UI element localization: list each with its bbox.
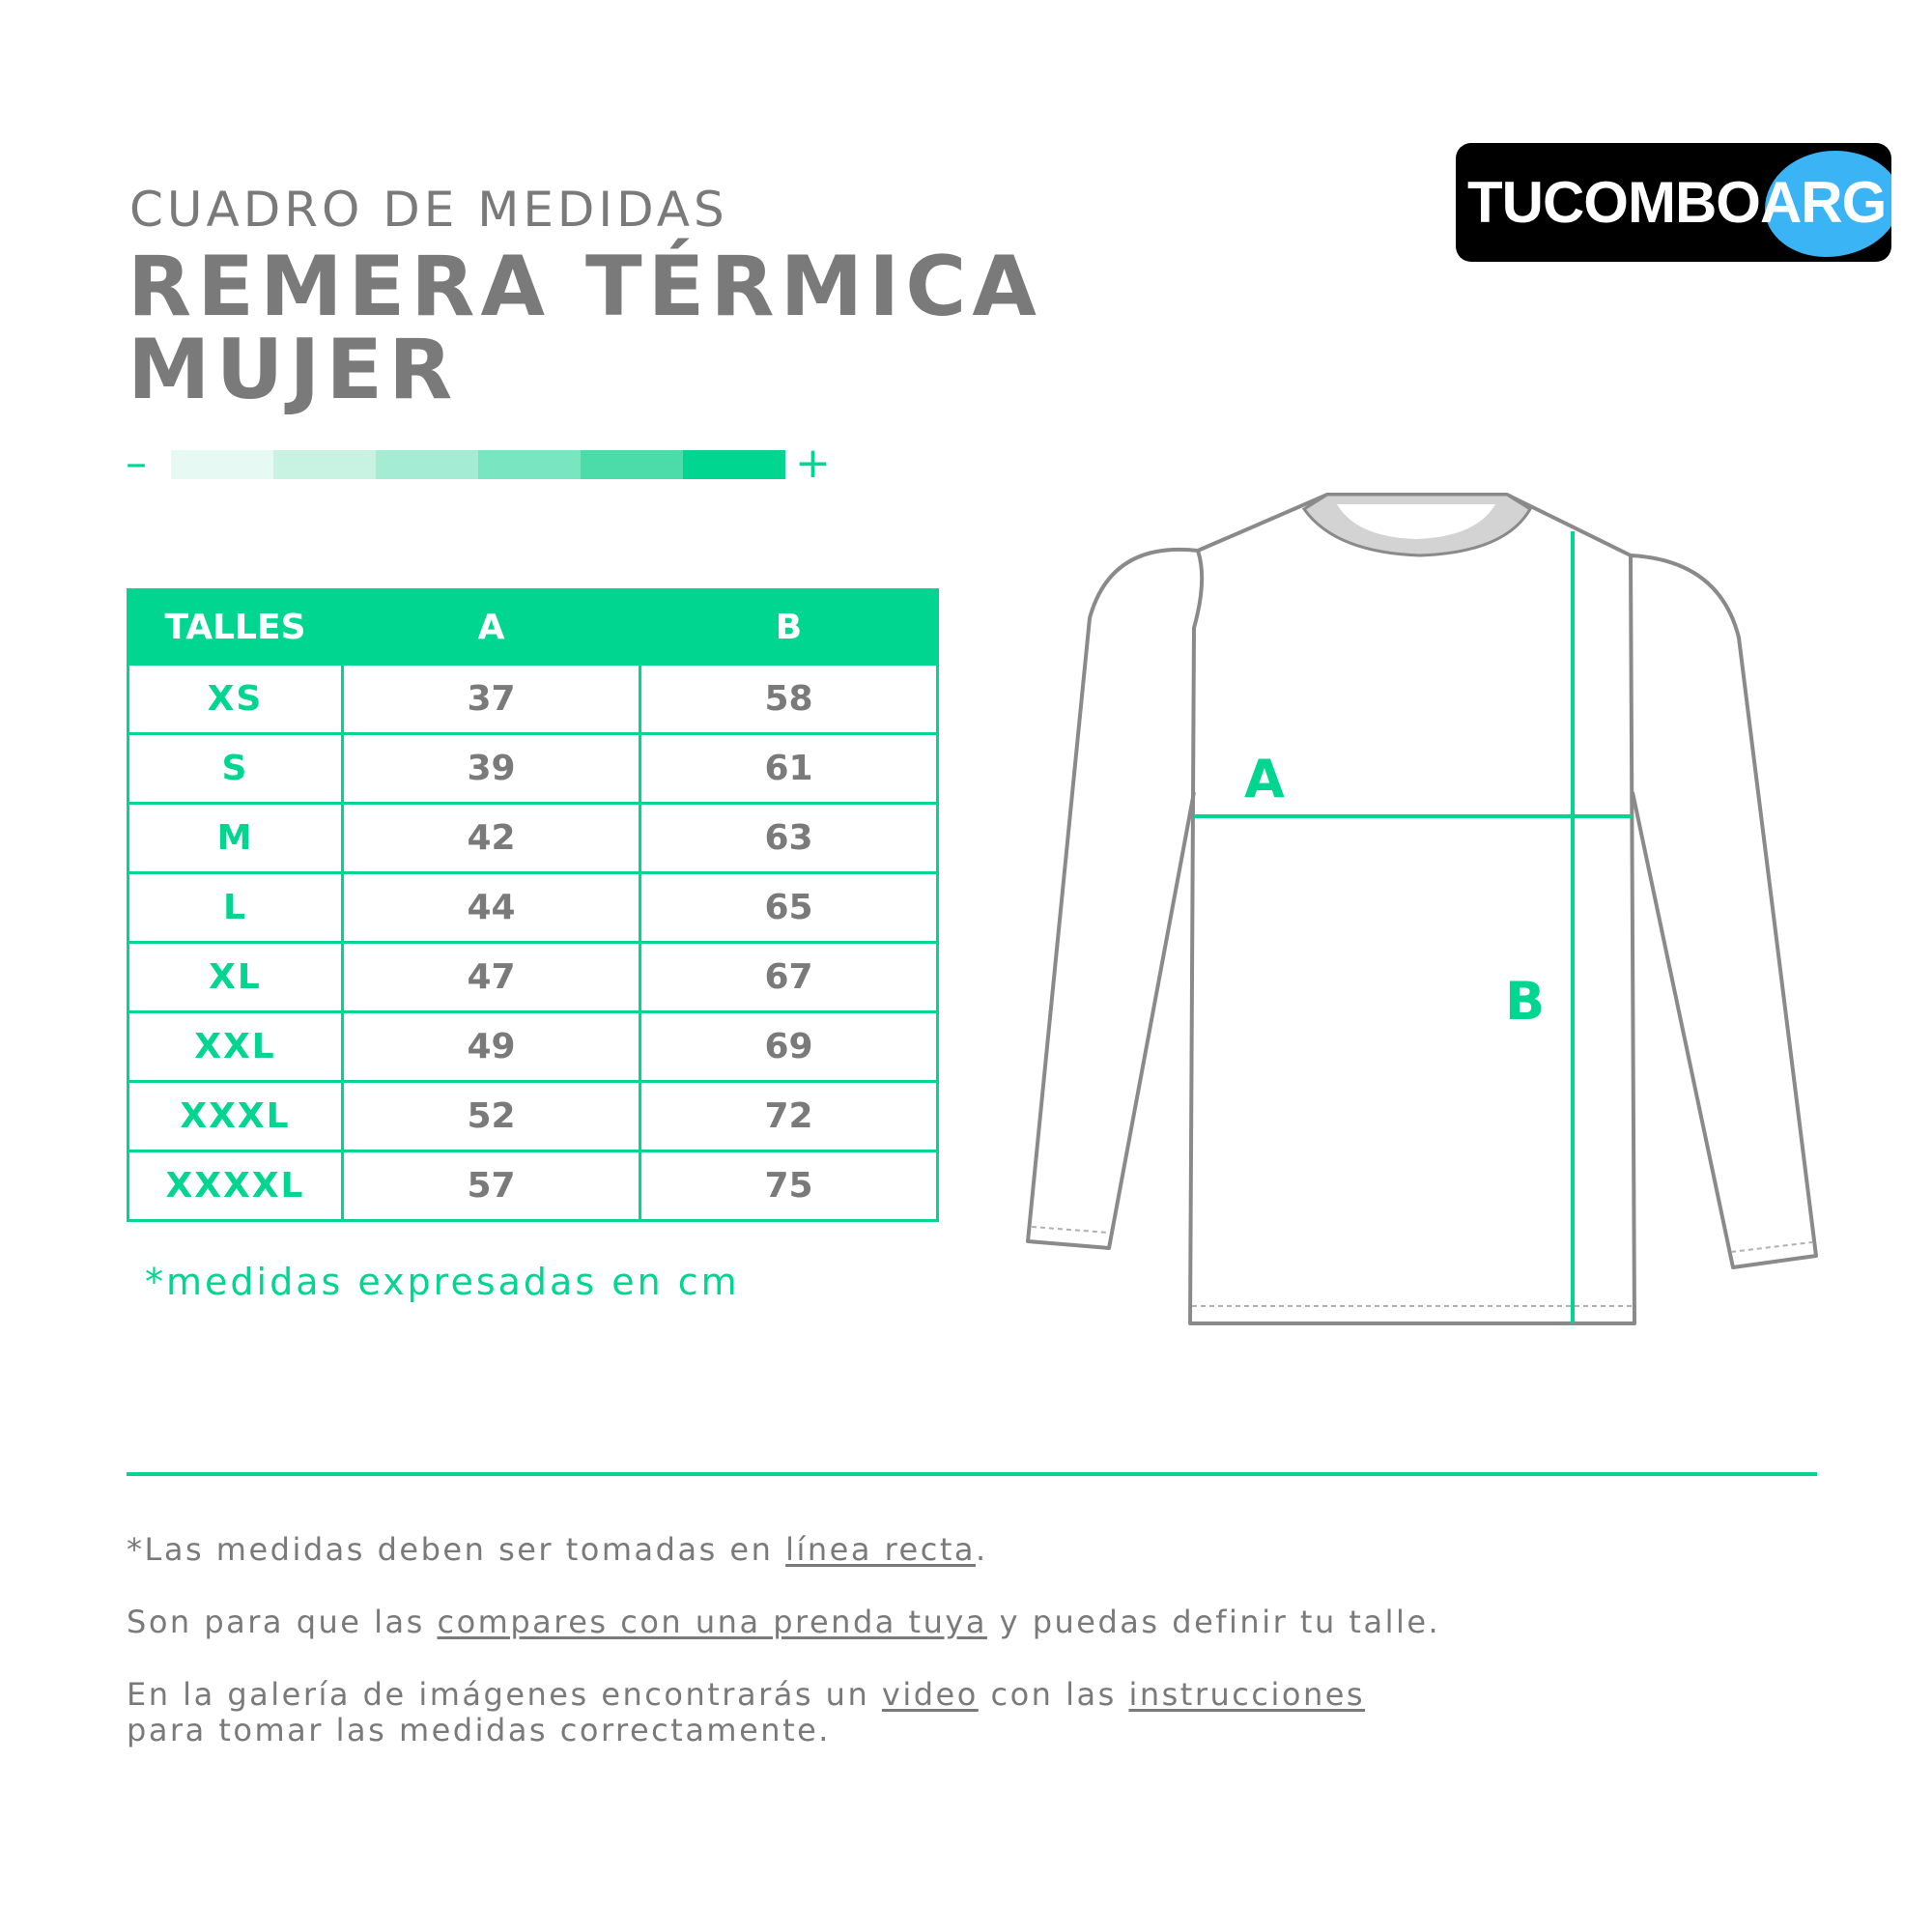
size-cell: S [128, 734, 343, 804]
value-a-cell: 49 [343, 1012, 640, 1082]
units-note: *medidas expresadas en cm [145, 1261, 740, 1303]
table-header-row [128, 590, 938, 665]
value-b-cell: 69 [640, 1012, 938, 1082]
scale-segment [581, 450, 683, 479]
footer-line-1-text: *Las medidas deben ser tomadas en [127, 1531, 786, 1568]
scale-plus-sign: + [795, 439, 831, 488]
size-cell: M [128, 804, 343, 873]
section-divider [127, 1472, 1817, 1476]
scale-segment [171, 450, 273, 479]
footer-line-1-end: . [975, 1531, 988, 1568]
value-a-cell: 37 [343, 665, 640, 734]
size-cell: XXXXL [128, 1151, 343, 1221]
scale-segment [683, 450, 785, 479]
left-cuff-stitch [1032, 1227, 1109, 1233]
logo-text-blue: ARG [1759, 170, 1887, 235]
logo-text [1467, 170, 1887, 235]
value-b-cell: 58 [640, 665, 938, 734]
header-talles: TALLES [128, 590, 343, 665]
table-row [128, 804, 938, 873]
footer-line-1 [127, 1531, 988, 1568]
footer-link-compares: compares con una prenda tuya [437, 1604, 987, 1640]
value-b-cell: 67 [640, 943, 938, 1012]
footer-line-3 [127, 1676, 1365, 1713]
value-a-cell: 42 [343, 804, 640, 873]
value-b-cell: 63 [640, 804, 938, 873]
table-row [128, 1151, 938, 1221]
value-a-cell: 57 [343, 1151, 640, 1221]
value-a-cell: 47 [343, 943, 640, 1012]
size-table [127, 588, 939, 1222]
label-b: B [1505, 971, 1546, 1032]
table-row [128, 1082, 938, 1151]
scale-segment [273, 450, 376, 479]
scale-segment [376, 450, 478, 479]
header-a: A [343, 590, 640, 665]
scale-minus-sign: – [126, 439, 147, 488]
footer-line-3-mid: con las [978, 1676, 1129, 1713]
right-cuff-stitch [1731, 1242, 1812, 1252]
page-title-line1: REMERA TÉRMICA [128, 239, 1042, 335]
footer-line-4: para tomar las medidas correctamente. [127, 1712, 831, 1748]
shirt-left-sleeve-outline [1028, 550, 1198, 1248]
size-cell: XXXL [128, 1082, 343, 1151]
footer-line-2-end: y puedas definir tu talle. [986, 1604, 1441, 1640]
table-row [128, 734, 938, 804]
footer-line-3-text: En la galería de imágenes encontrarás un [127, 1676, 882, 1713]
subtitle: CUADRO DE MEDIDAS [129, 182, 728, 238]
value-b-cell: 61 [640, 734, 938, 804]
logo-text-white: TUCOMBO [1467, 170, 1760, 235]
shirt-right-sleeve-outline [1631, 555, 1816, 1267]
size-cell: XL [128, 943, 343, 1012]
value-a-cell: 52 [343, 1082, 640, 1151]
scale-segment [478, 450, 581, 479]
value-a-cell: 39 [343, 734, 640, 804]
value-b-cell: 72 [640, 1082, 938, 1151]
footer-link-linea-recta: línea recta [785, 1531, 976, 1568]
shirt-diagram [1014, 464, 1826, 1333]
table-row [128, 665, 938, 734]
label-a: A [1244, 749, 1285, 810]
shirt-body-outline [1190, 495, 1634, 1323]
footer-line-2 [127, 1604, 1440, 1640]
value-b-cell: 75 [640, 1151, 938, 1221]
footer-line-2-text: Son para que las [127, 1604, 438, 1640]
value-a-cell: 44 [343, 873, 640, 943]
size-cell: XS [128, 665, 343, 734]
header-b: B [640, 590, 938, 665]
footer-link-video: video [881, 1676, 979, 1713]
table-row [128, 873, 938, 943]
brand-logo [1456, 143, 1891, 262]
table-row [128, 943, 938, 1012]
fit-scale-bar [171, 450, 785, 479]
table-row [128, 1012, 938, 1082]
size-cell: XXL [128, 1012, 343, 1082]
size-cell: L [128, 873, 343, 943]
footer-link-instrucciones: instrucciones [1128, 1676, 1366, 1713]
value-b-cell: 65 [640, 873, 938, 943]
page-title-line2: MUJER [128, 322, 459, 418]
